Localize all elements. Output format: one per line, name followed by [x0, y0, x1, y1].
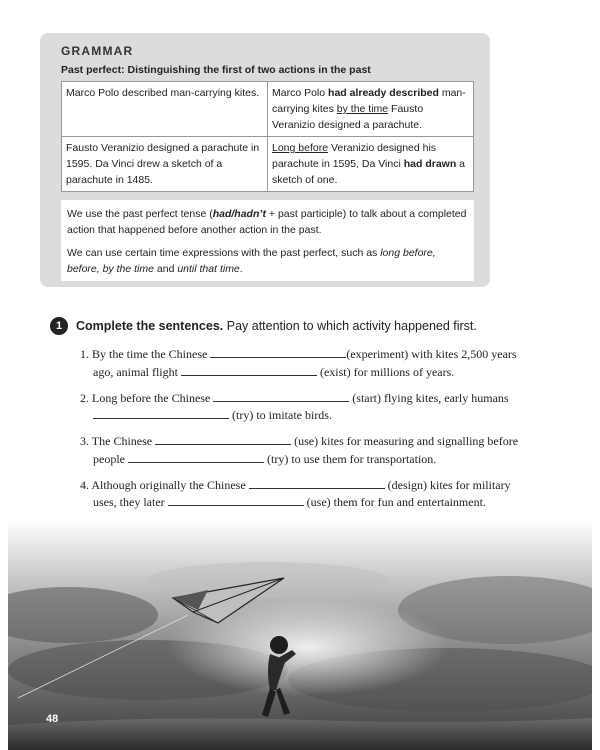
- table-cell: Marco Polo had already described man-carrying kites by the time Fausto Veranizio designed a parachute.: [268, 82, 474, 137]
- answer-blank[interactable]: [128, 451, 264, 463]
- answer-blank[interactable]: [155, 433, 291, 445]
- note-paragraph: We can use certain time expressions with the past perfect, such as long before, before, by the time and until that time.: [67, 247, 436, 275]
- answer-blank[interactable]: [210, 346, 346, 358]
- kite-photo: [8, 520, 592, 750]
- table-cell: Fausto Veranizio designed a parachute in 1595. Da Vinci drew a sketch of a parachute in 1485.: [62, 137, 268, 192]
- kite-photo-illustration: [8, 520, 592, 750]
- grammar-table: [61, 81, 474, 192]
- grammar-subtitle: Past perfect: Distinguishing the first of two actions in the past: [61, 64, 371, 76]
- table-row: [62, 137, 474, 192]
- answer-blank[interactable]: [213, 390, 349, 402]
- list-item: 1. By the time the Chinese (experiment) with kites 2,500 years ago, animal flight (exist) for millions of years.: [80, 347, 517, 379]
- exercise-instruction: Complete the sentences. Pay attention to which activity happened first.: [76, 319, 477, 333]
- list-item: 3. The Chinese (use) kites for measuring and signalling before people (try) to use them for transportation.: [80, 434, 519, 466]
- answer-blank[interactable]: [249, 477, 385, 489]
- list-item: 4. Although originally the Chinese (design) kites for military uses, they later (use) them for fun and entertainment.: [80, 477, 511, 509]
- answer-blank[interactable]: [181, 364, 317, 376]
- list-item: 2. Long before the Chinese (start) flying kites, early humans (try) to imitate birds.: [80, 390, 509, 422]
- exercise-number-badge: 1: [50, 317, 68, 335]
- answer-blank[interactable]: [168, 494, 304, 506]
- answer-blank[interactable]: [93, 407, 229, 419]
- grammar-title: GRAMMAR: [61, 44, 134, 58]
- table-cell: Long before Veranizio designed his parachute in 1595, Da Vinci had drawn a sketch of one.: [268, 137, 474, 192]
- table-row: [62, 82, 474, 137]
- exercise-header: [50, 317, 477, 335]
- grammar-notes: [61, 200, 474, 281]
- note-paragraph: We use the past perfect tense (had/hadn’t + past participle) to talk about a completed action that happened before another action in the past.: [67, 208, 467, 236]
- page-number: 48: [46, 713, 59, 725]
- grammar-box: [40, 33, 490, 287]
- table-cell: Marco Polo described man-carrying kites.: [62, 82, 268, 137]
